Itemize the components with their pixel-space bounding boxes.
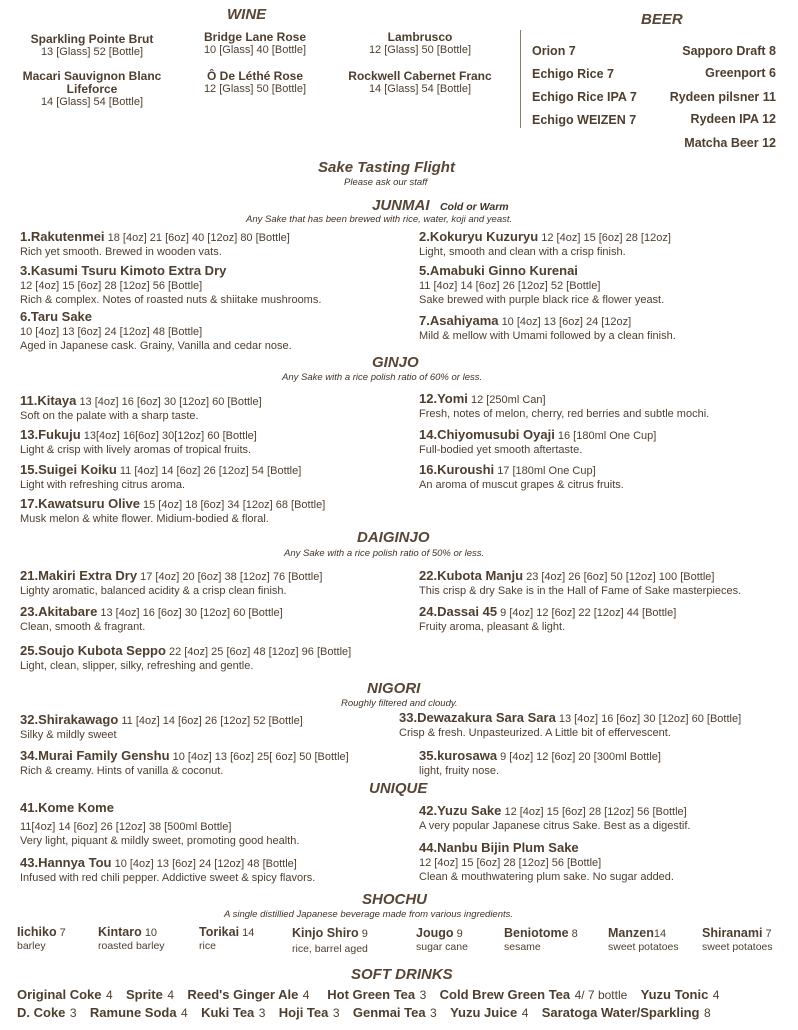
item-name: 14.Chiyomusubi Oyaji <box>419 427 555 442</box>
soft-drinks-row-2 <box>17 1004 711 1022</box>
menu-item <box>20 644 351 673</box>
beer-item: Matcha Beer 12 <box>684 136 776 150</box>
item-price: 10 [4oz] 13 [6oz] 24 [12oz] <box>501 316 632 328</box>
drink-name: Hot Green Tea <box>327 987 416 1002</box>
item-desc: rice <box>199 940 216 952</box>
wine-item <box>12 70 172 109</box>
item-name: 15.Suigei Koiku <box>20 462 117 477</box>
item-name: 21.Makiri Extra Dry <box>20 568 138 583</box>
beer-item: Orion 7 <box>532 44 576 58</box>
item-price: 13[4oz] 16[6oz] 30[12oz] 60 [Bottle] <box>83 430 257 442</box>
item-price: 11 [4oz] 14 [6oz] 26 [12oz] 52 [Bottle] <box>419 280 601 292</box>
item-desc: Clean, smooth & fragrant. <box>20 621 146 633</box>
wine-item <box>185 70 325 96</box>
item-price: 14 <box>242 927 255 939</box>
menu-item <box>20 497 325 526</box>
drink-price: 3 <box>332 1006 340 1020</box>
menu-item <box>419 605 676 634</box>
shochu-item <box>98 925 165 952</box>
item-price: 12 [4oz] 15 [6oz] 28 [12oz] 56 [Bottle] <box>20 280 203 292</box>
item-desc: Mild & mellow with Umami followed by a clean finish. <box>419 330 676 342</box>
item-price: 7 <box>59 927 66 939</box>
drink-price: 4/ 7 bottle <box>574 988 628 1002</box>
item-price: 16 [180ml One Cup] <box>557 430 657 442</box>
item-name: 44.Nanbu Bijin Plum Sake <box>419 840 579 855</box>
beer-item: Echigo Rice IPA 7 <box>532 90 637 104</box>
item-name: 6.Taru Sake <box>20 309 93 324</box>
drink-name: Sprite <box>126 987 163 1002</box>
drink-price: 3 <box>69 1006 77 1020</box>
item-desc: sweet potatoes <box>608 941 679 953</box>
beer-item: Sapporo Draft 8 <box>682 44 776 58</box>
item-desc: Rich & complex. Notes of roasted nuts & shiitake mushrooms. <box>20 294 322 306</box>
item-desc: Fresh, notes of melon, cherry, red berries and subtle mochi. <box>419 408 710 420</box>
item-price: 23 [4oz] 26 [6oz] 50 [12oz] 100 [Bottle] <box>526 571 715 583</box>
item-price: 12 [4oz] 15 [6oz] 28 [12oz] 56 [Bottle] <box>419 857 602 869</box>
item-price: 9 [4oz] 12 [6oz] 20 [300ml Bottle] <box>500 751 661 763</box>
item-name: 41.Kome Kome <box>20 800 114 815</box>
item-name: 12.Yomi <box>419 391 468 406</box>
item-price: 11[4oz] 14 [6oz] 26 [12oz] 38 [500ml Bottle] <box>20 821 232 833</box>
beer-item: Echigo WEIZEN 7 <box>532 113 637 127</box>
menu-item <box>419 569 741 598</box>
drink-price: 4 <box>521 1006 529 1020</box>
ginjo-title: GINJO <box>372 354 419 371</box>
item-desc: Light with refreshing citrus aroma. <box>20 479 186 491</box>
menu-item <box>20 856 315 885</box>
item-desc: barley <box>17 940 46 952</box>
soft-drinks-title: SOFT DRINKS <box>351 966 453 983</box>
item-price: 12 [4oz] 15 [6oz] 28 [12oz] <box>541 232 671 244</box>
unique-title: UNIQUE <box>369 780 428 797</box>
item-price: 13 [4oz] 16 [6oz] 30 [12oz] 60 [Bottle] <box>558 713 742 725</box>
item-name: 35.kurosawa <box>419 748 498 763</box>
drink-name: Reed's Ginger Ale <box>187 987 299 1002</box>
wine-name: Rockwell Cabernet Franc <box>348 69 492 83</box>
item-desc: Rich & creamy. Hints of vanilla & coconut. <box>20 765 224 777</box>
wine-price: 13 [Glass] 52 [Bottle] <box>40 46 144 58</box>
item-desc: This crisp & dry Sake is in the Hall of Fame of Sake masterpieces. <box>419 585 742 597</box>
wine-price: 10 [Glass] 40 [Bottle] <box>203 44 307 56</box>
sake-flight-sub: Please ask our staff <box>344 177 428 188</box>
item-name: 2.Kokuryu Kuzuryu <box>419 229 539 244</box>
item-name: 3.Kasumi Tsuru Kimoto Extra Dry <box>20 263 227 278</box>
wine-item <box>12 33 172 59</box>
item-price: 10 <box>144 927 158 939</box>
menu-item <box>20 428 257 457</box>
item-name: Torikai <box>199 925 240 939</box>
item-price: 9 <box>361 928 368 940</box>
beer-item: Rydeen IPA 12 <box>690 112 776 126</box>
menu-item <box>399 711 741 740</box>
item-desc: Clean & mouthwatering plum sake. No sugar added. <box>419 871 674 883</box>
item-name: 1.Rakutenmei <box>20 229 105 244</box>
item-name: 22.Kubota Manju <box>419 568 524 583</box>
item-desc: Fruity aroma, pleasant & light. <box>419 621 566 633</box>
drink-name: Ramune Soda <box>89 1005 177 1020</box>
shochu-item <box>17 925 66 952</box>
wine-item <box>185 31 325 57</box>
daiginjo-sub: Any Sake with a rice polish ratio of 50% or less. <box>284 548 485 559</box>
item-price: 22 [4oz] 25 [6oz] 48 [12oz] 96 [Bottle] <box>168 646 352 658</box>
soft-drinks-row-1 <box>17 986 719 1004</box>
wine-item <box>335 31 505 57</box>
item-name: 5.Amabuki Ginno Kurenai <box>419 263 578 278</box>
drink-name: Yuzu Juice <box>450 1005 518 1020</box>
item-desc: An aroma of muscut grapes & citrus fruits. <box>419 479 624 491</box>
daiginjo-title: DAIGINJO <box>357 529 430 546</box>
junmai-sub: Any Sake that has been brewed with rice, water, koji and yeast. <box>246 214 513 225</box>
junmai-title: JUNMAI <box>372 197 430 214</box>
item-price: 7 <box>765 928 772 940</box>
menu-item <box>20 801 299 848</box>
item-name: Shiranami <box>702 926 763 940</box>
item-desc: Crisp & fresh. Unpasteurized. A Little bit of effervescent. <box>399 727 671 739</box>
shochu-item <box>702 926 773 953</box>
item-price: 18 [4oz] 21 [6oz] 40 [12oz] 80 [Bottle] <box>107 232 290 244</box>
wine-beer-divider <box>520 30 521 128</box>
item-price: 8 <box>571 928 578 940</box>
shochu-item <box>199 925 254 952</box>
menu-item <box>419 428 656 457</box>
item-name: 11.Kitaya <box>20 393 77 408</box>
item-price: 17 [180ml One Cup] <box>497 465 596 477</box>
item-name: 42.Yuzu Sake <box>419 803 502 818</box>
shochu-sub: A single distillied Japanese beverage made from various ingredients. <box>224 909 514 920</box>
item-price: 15 [4oz] 18 [6oz] 34 [12oz] 68 [Bottle] <box>143 499 326 511</box>
menu-item <box>419 264 664 307</box>
item-price: 13 [4oz] 16 [6oz] 30 [12oz] 60 [Bottle] <box>100 607 283 619</box>
menu-item <box>419 804 690 833</box>
item-name: 34.Murai Family Genshu <box>20 748 170 763</box>
menu-item <box>20 713 303 742</box>
beer-item: Greenport 6 <box>705 66 776 80</box>
item-price: 12 [250ml Can] <box>470 394 546 406</box>
item-price: 12 [4oz] 15 [6oz] 28 [12oz] 56 [Bottle] <box>504 806 687 818</box>
shochu-item <box>608 926 679 953</box>
menu-item <box>20 310 292 353</box>
wine-item <box>335 70 505 96</box>
menu-item <box>20 463 301 492</box>
item-desc: Infused with red chili pepper. Addictive sweet & spicy flavors. <box>20 872 316 884</box>
menu-item <box>419 230 671 259</box>
item-name: 13.Fukuju <box>20 427 81 442</box>
menu-item <box>419 314 676 343</box>
menu-item <box>20 749 349 778</box>
item-price: 13 [4oz] 16 [6oz] 30 [12oz] 60 [Bottle] <box>79 396 262 408</box>
item-desc: Rich yet smooth. Brewed in wooden vats. <box>20 246 222 258</box>
drink-price: 8 <box>703 1006 711 1020</box>
item-name: 25.Soujo Kubota Seppo <box>20 643 166 658</box>
menu-item <box>419 749 661 778</box>
drink-price: 4 <box>712 988 720 1002</box>
shochu-item <box>504 926 578 953</box>
item-price: 11 [4oz] 14 [6oz] 26 [12oz] 52 [Bottle] <box>121 715 303 727</box>
item-desc: Soft on the palate with a sharp taste. <box>20 410 199 422</box>
item-name: 33.Dewazakura Sara Sara <box>399 710 556 725</box>
item-name: 43.Hannya Tou <box>20 855 112 870</box>
item-price: 10 [4oz] 13 [6oz] 24 [12oz] 48 [Bottle] <box>114 858 297 870</box>
item-desc: Very light, piquant & mildly sweet, promoting good health. <box>20 835 300 847</box>
item-name: Kinjo Shiro <box>292 926 359 940</box>
item-name: Kintaro <box>98 925 142 939</box>
item-desc: Light, smooth and clean with a crisp finish. <box>419 246 626 258</box>
menu-item <box>20 264 321 307</box>
item-price: 10 [4oz] 13 [6oz] 24 [12oz] 48 [Bottle] <box>20 326 203 338</box>
drink-name: Hoji Tea <box>278 1005 329 1020</box>
item-name: Iichiko <box>17 925 57 939</box>
item-name: Manzen <box>608 926 654 940</box>
beer-item: Echigo Rice 7 <box>532 67 614 81</box>
wine-name: Bridge Lane Rose <box>203 30 307 44</box>
item-desc: Lighty aromatic, balanced acidity & a crisp clean finish. <box>20 585 287 597</box>
item-price: 11 [4oz] 14 [6oz] 26 [12oz] 54 [Bottle] <box>119 465 302 477</box>
item-name: 16.Kuroushi <box>419 462 495 477</box>
wine-title: WINE <box>227 6 267 23</box>
nigori-title: NIGORI <box>367 680 421 697</box>
drink-name: Original Coke <box>17 987 102 1002</box>
drink-price: 4 <box>105 988 113 1002</box>
drink-price: 3 <box>419 988 427 1002</box>
wine-name: Lambrusco <box>387 30 453 44</box>
beer-item: Rydeen pilsner 11 <box>669 90 776 104</box>
shochu-item <box>416 926 468 953</box>
sake-flight-title: Sake Tasting Flight <box>318 159 455 176</box>
drink-price: 4 <box>181 1006 188 1020</box>
menu-item <box>20 230 290 259</box>
item-desc: light, fruity nose. <box>419 765 500 777</box>
item-desc: A very popular Japanese citrus Sake. Best as a digestif. <box>419 820 691 832</box>
item-desc: rice, barrel aged <box>292 943 368 955</box>
item-name: Jougo <box>416 926 454 940</box>
item-desc: Musk melon & white flower. Midium-bodied & floral. <box>20 513 269 525</box>
wine-price: 14 [Glass] 54 [Bottle] <box>40 96 144 108</box>
drink-price: 4 <box>167 988 174 1002</box>
drink-price: 3 <box>430 1006 437 1020</box>
item-desc: Silky & mildly sweet <box>20 729 117 741</box>
item-name: Beniotome <box>504 926 569 940</box>
nigori-sub: Roughly filtered and cloudy. <box>341 698 458 709</box>
beer-title: BEER <box>641 11 683 28</box>
wine-name: Sparkling Pointe Brut <box>30 32 154 46</box>
item-price: 9 <box>456 928 463 940</box>
junmai-title-note: Cold or Warm <box>439 201 509 213</box>
ginjo-sub: Any Sake with a rice polish ratio of 60% or less. <box>282 372 483 383</box>
item-price: 10 [4oz] 13 [6oz] 25[ 6oz] 50 [Bottle] <box>172 751 349 763</box>
drink-name: Genmai Tea <box>352 1005 426 1020</box>
menu-item <box>419 463 624 492</box>
item-name: 32.Shirakawago <box>20 712 119 727</box>
item-name: 24.Dassai 45 <box>419 604 498 619</box>
drink-price: 3 <box>258 1006 266 1020</box>
drink-name: Saratoga Water/Sparkling <box>541 1005 700 1020</box>
item-desc: Light, clean, slipper, silky, refreshing and gentle. <box>20 660 254 672</box>
drink-name: Yuzu Tonic <box>640 987 709 1002</box>
wine-price: 12 [Glass] 50 [Bottle] <box>368 44 472 56</box>
item-price: 17 [4oz] 20 [6oz] 38 [12oz] 76 [Bottle] <box>140 571 323 583</box>
menu-item <box>419 392 709 421</box>
wine-name: Macari Sauvignon Blanc Lifeforce <box>22 69 162 96</box>
item-desc: sugar cane <box>416 941 468 953</box>
item-desc: sweet potatoes <box>702 941 773 953</box>
shochu-item <box>292 926 368 955</box>
item-name: 23.Akitabare <box>20 604 98 619</box>
menu-item <box>20 605 283 634</box>
item-desc: Sake brewed with purple black rice & flower yeast. <box>419 294 665 306</box>
wine-name: Ô De Léthé Rose <box>206 69 304 83</box>
item-price: 9 [4oz] 12 [6oz] 22 [12oz] 44 [Bottle] <box>500 607 677 619</box>
item-desc: Aged in Japanese cask. Grainy, Vanilla and cedar nose. <box>20 340 292 352</box>
item-desc: roasted barley <box>98 940 165 952</box>
menu-item <box>20 569 322 598</box>
wine-price: 12 [Glass] 50 [Bottle] <box>203 83 307 95</box>
item-desc: Light & crisp with lively aromas of tropical fruits. <box>20 444 252 456</box>
drink-price: 4 <box>302 988 310 1002</box>
junmai-header <box>372 197 509 215</box>
menu-item <box>419 841 674 884</box>
item-desc: sesame <box>504 941 541 953</box>
menu-item <box>20 394 262 423</box>
drink-name: D. Coke <box>17 1005 66 1020</box>
wine-price: 14 [Glass] 54 [Bottle] <box>368 83 472 95</box>
item-name: 7.Asahiyama <box>419 313 499 328</box>
item-price: 14 <box>653 928 667 940</box>
item-desc: Full-bodied yet smooth aftertaste. <box>419 444 583 456</box>
shochu-title: SHOCHU <box>362 891 428 908</box>
drink-name: Kuki Tea <box>201 1005 255 1020</box>
drink-name: Cold Brew Green Tea <box>439 987 571 1002</box>
item-name: 17.Kawatsuru Olive <box>20 496 140 511</box>
